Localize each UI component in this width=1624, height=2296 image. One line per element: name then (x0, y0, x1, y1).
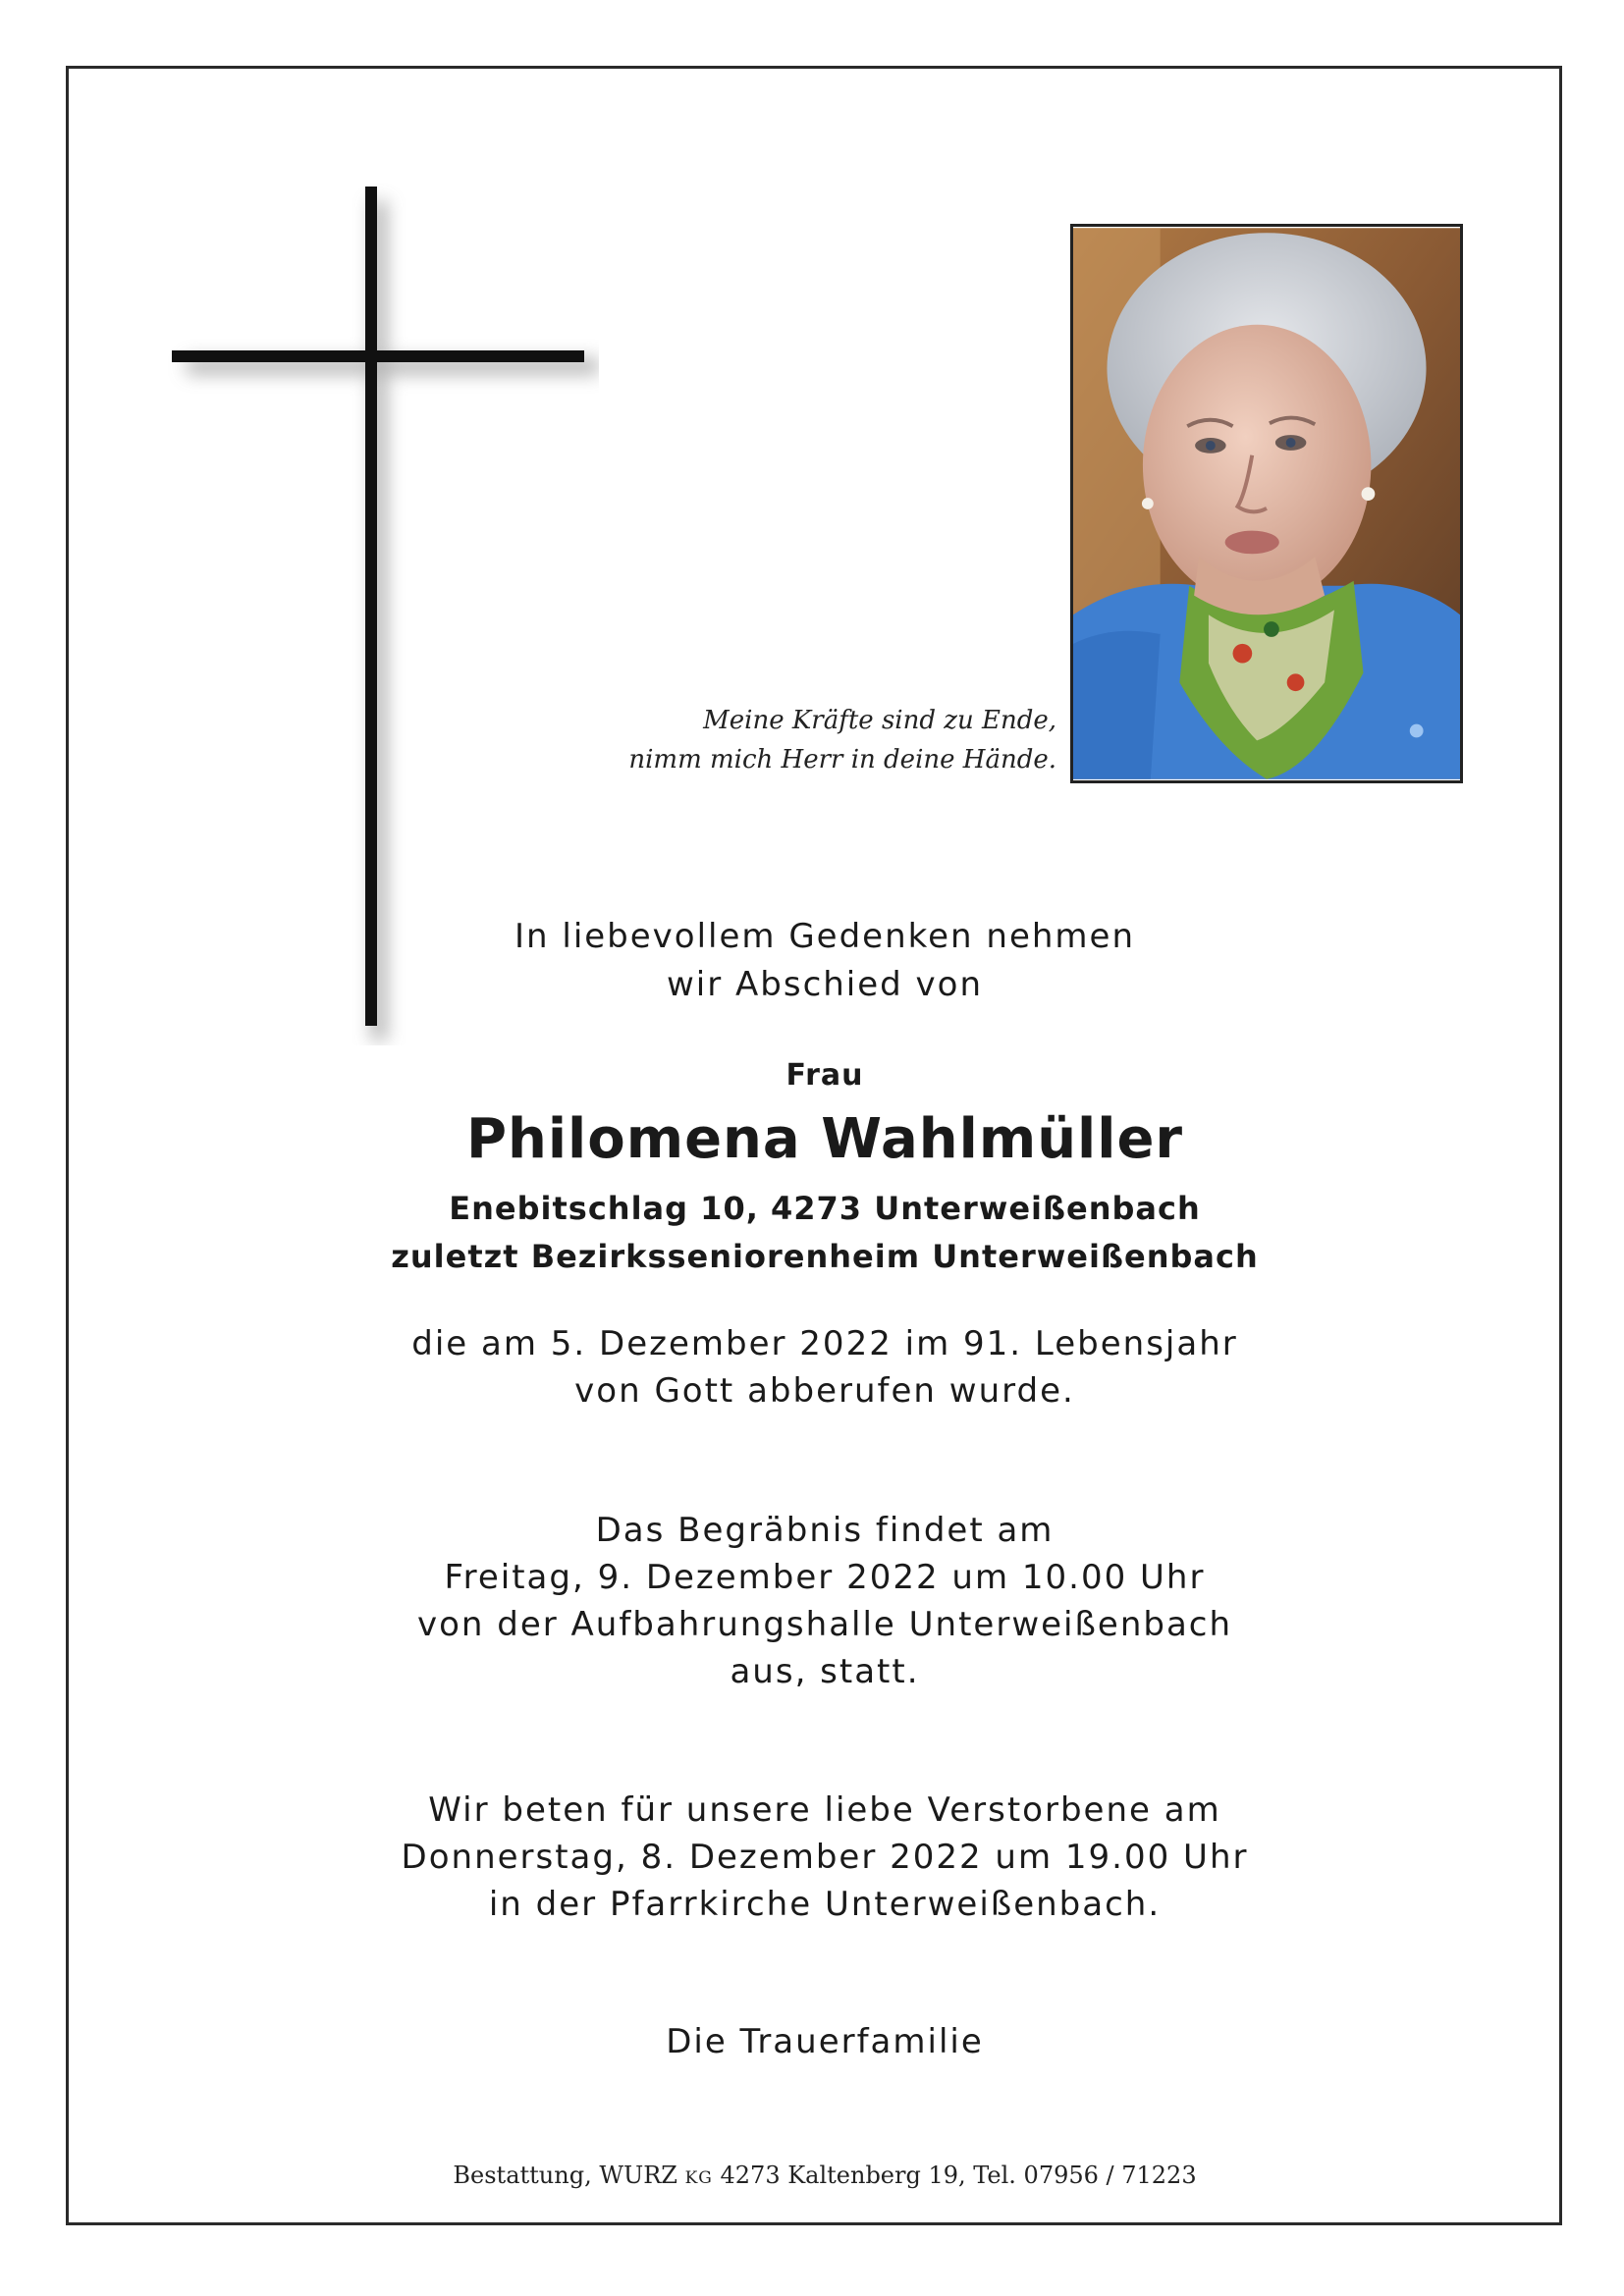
footer-legal-form: KG (684, 2168, 713, 2188)
intro-text (0, 913, 1624, 1009)
funeral-line: aus, statt. (730, 1652, 920, 1691)
bible-quote (467, 701, 1056, 779)
funeral-notice (0, 1507, 1624, 1695)
portrait-illustration (1073, 227, 1460, 780)
closing-signature: Die Trauerfamilie (666, 2022, 984, 2061)
prayer-line: Wir beten für unsere liebe Verstorbene am (428, 1790, 1221, 1830)
footer-company: Bestattung, WURZ (453, 2162, 677, 2189)
quote-line: nimm mich Herr in deine Hände. (628, 745, 1056, 774)
funeral-line: Das Begräbnis findet am (595, 1511, 1055, 1550)
deceased-name: Philomena Wahlmüller (465, 1107, 1184, 1171)
death-line: die am 5. Dezember 2022 im 91. Lebensjahr (411, 1324, 1238, 1363)
deceased-address-block (0, 1185, 1624, 1281)
prayer-line: in der Pfarrkirche Unterweißenbach. (488, 1885, 1162, 1924)
intro-line: wir Abschied von (666, 965, 984, 1004)
deceased-last-residence: zuletzt Bezirksseniorenheim Unterweißenbach (391, 1238, 1259, 1275)
funeral-line: von der Aufbahrungshalle Unterweißenbach (416, 1605, 1233, 1644)
death-line: von Gott abberufen wurde. (574, 1371, 1075, 1411)
funeral-line: Freitag, 9. Dezember 2022 um 10.00 Uhr (444, 1558, 1206, 1597)
portrait-photo (1070, 224, 1463, 783)
intro-line: In liebevollem Gedenken nehmen (514, 917, 1136, 956)
quote-line: Meine Kräfte sind zu Ende, (703, 706, 1056, 735)
deceased-address: Enebitschlag 10, 4273 Unterweißenbach (449, 1190, 1201, 1227)
prayer-line: Donnerstag, 8. Dezember 2022 um 19.00 Uhr (401, 1838, 1249, 1877)
footer-address: 4273 Kaltenberg 19, Tel. 07956 / 71223 (712, 2162, 1197, 2189)
death-notice (0, 1320, 1624, 1415)
salutation: Frau (785, 1058, 864, 1093)
prayer-notice (0, 1787, 1624, 1928)
funeral-home-footer (0, 2162, 1624, 2189)
